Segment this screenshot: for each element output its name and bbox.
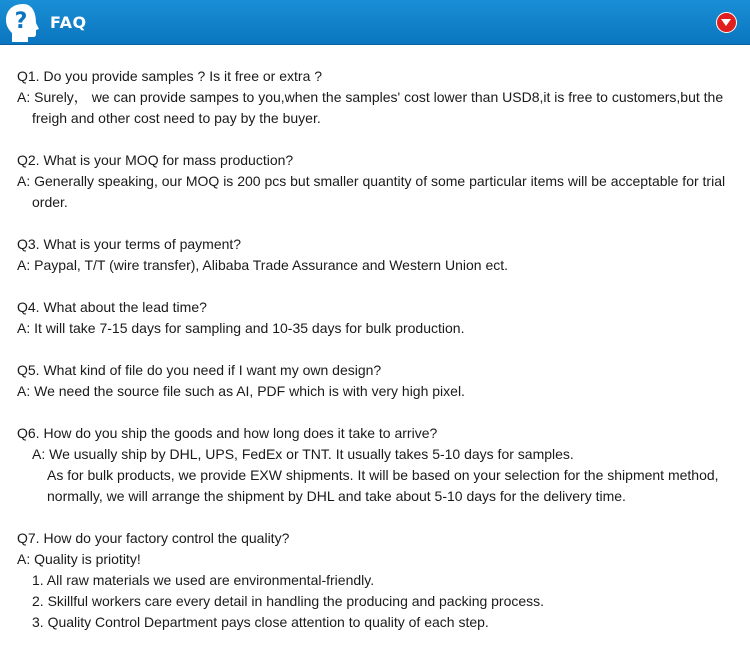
faq-question-1: Q1. Do you provide samples ? Is it free or extra ?: [17, 68, 323, 84]
faq-question-4: Q4. What about the lead time?: [17, 299, 207, 315]
question-head-icon: [3, 2, 43, 44]
page-title: FAQ: [50, 13, 87, 32]
faq-answer-5: A: We need the source file such as AI, PDF which is with very high pixel.: [17, 383, 465, 399]
faq-question-5: Q5. What kind of file do you need if I want my own design?: [17, 362, 382, 378]
faq-item-1: [17, 66, 737, 129]
list-item: 3. Quality Control Department pays close attention to quality of each step.: [32, 614, 489, 630]
collapse-toggle-button[interactable]: [716, 12, 737, 33]
faq-header: [0, 0, 750, 45]
faq-item-3: [17, 234, 737, 276]
faq-item-4: [17, 297, 737, 339]
list-item: 2. Skillful workers care every detail in handling the producing and packing process.: [32, 593, 545, 609]
svg-text:?: ?: [14, 9, 28, 34]
chevron-down-icon: [721, 18, 731, 27]
faq-answer-2: A: Generally speaking, our MOQ is 200 pcs but smaller quantity of some particular items will be acceptable for trial order.: [17, 173, 726, 210]
faq-answer-6-line-1: A: We usually ship by DHL, UPS, FedEx or TNT. It usually takes 5-10 days for samples.: [32, 446, 574, 462]
quality-steps-list: [17, 570, 737, 633]
list-item: 1. All raw materials we used are environmental-friendly.: [32, 572, 375, 588]
faq-item-7: [17, 528, 737, 633]
faq-question-3: Q3. What is your terms of payment?: [17, 236, 242, 252]
faq-item-5: [17, 360, 737, 402]
faq-question-7: Q7. How do your factory control the quality?: [17, 530, 290, 546]
faq-answer-6-line-2: As for bulk products, we provide EXW shipments. It will be based on your selection for the shipment method, normally, we will arrange the shipment by DHL and take about 5-10 days for the delivery time.: [47, 467, 719, 504]
faq-item-2: [17, 150, 737, 213]
faq-answer-7: A: Quality is priotity!: [17, 551, 141, 567]
faq-item-6: [17, 423, 737, 507]
faq-answer-6: [17, 444, 737, 507]
faq-answer-4: A: It will take 7-15 days for sampling and 10-35 days for bulk production.: [17, 320, 465, 336]
faq-question-2: Q2. What is your MOQ for mass production?: [17, 152, 294, 168]
faq-answer-1: A: Surely， we can provide sampes to you,when the samples' cost lower than USD8,it is free to customers,but the freigh and other cost need to pay by the buyer.: [17, 89, 724, 126]
faq-question-6: Q6. How do you ship the goods and how long does it take to arrive?: [17, 425, 438, 441]
faq-list: [17, 66, 737, 654]
faq-answer-3: A: Paypal, T/T (wire transfer), Alibaba Trade Assurance and Western Union ect.: [17, 257, 509, 273]
